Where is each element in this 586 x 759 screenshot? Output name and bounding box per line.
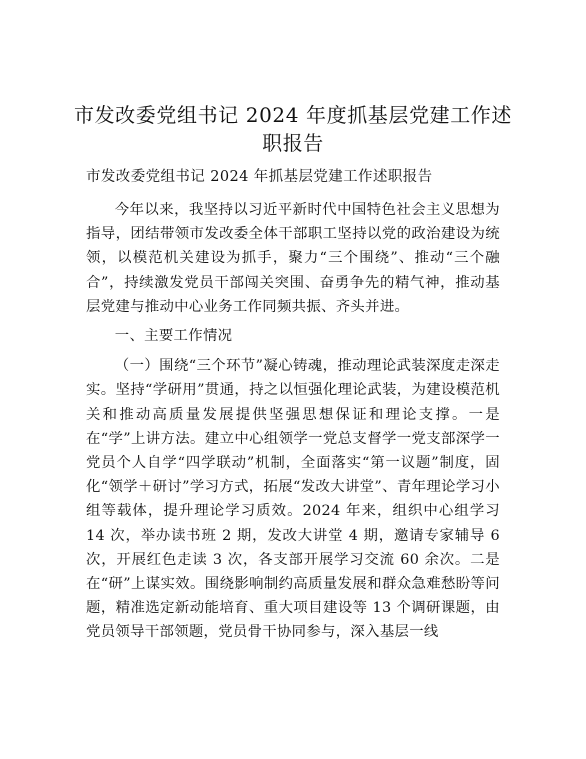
body-paragraph: （一）围绕“三个环节”凝心铸魂，推动理论武装深度走深走实。坚持“学研用”贯通，持之以恒强化理论武装，为建设模范机关和推动高质量发展提供坚强思想保证和理论支撑。一是在“学”上讲方法。建立中心组领学一党总支督学一党支部深学一党员个人自学“四学联动”机制，全面落实“第一议题”制度，固化“领学＋研讨”学习方式，拓展“发改大讲堂”、青年理论学习小组等载体，提升理论学习质效。2024 年来，组织中心组学习 14 次，举办读书班 2 期，发改大讲堂 4 期，邀请专家辅导 6 次，开展红色走读 3 次，各支部开展学习交流 60 余次。二是在“研”上谋实效。围绕影响制约高质量发展和群众急难愁盼等问题，精准选定新动能培育、重大项目建设等 13 个调研课题，由党员领导干部领题，党员骨干协同参与，深入基层一线 (86, 358, 500, 641)
section-heading: 一、主要工作情况 (114, 328, 233, 345)
document-subtitle: 市发改委党组书记 2024 年抓基层党建工作述职报告 (86, 169, 433, 185)
document-body (86, 198, 500, 645)
document-title: 市发改委党组书记 2024 年度抓基层党建工作述职报告 (73, 103, 512, 155)
intro-paragraph: 今年以来，我坚持以习近平新时代中国特色社会主义思想为指导，团结带领市发改委全体干部职工坚持以党的政治建设为统领，以模范机关建设为抓手，聚力“三个围绕”、推动“三个融合”，持续激发党员干部闯关突围、奋勇争先的精气神，推动基层党建与推动中心业务工作同频共振、齐头并进。 (86, 202, 500, 315)
